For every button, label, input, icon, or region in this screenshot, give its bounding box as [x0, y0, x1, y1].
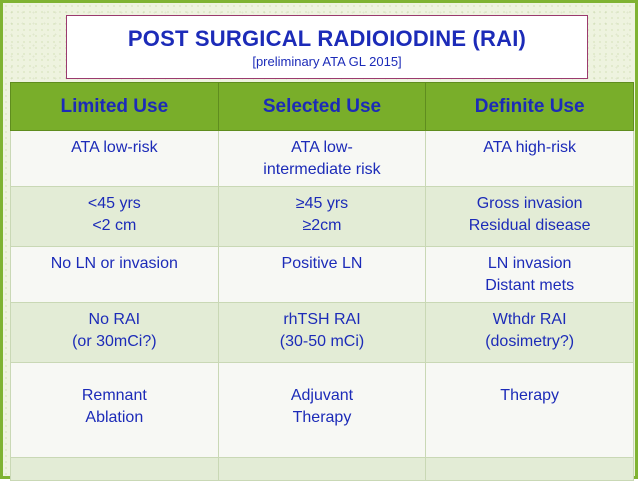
cell-line: Remnant	[81, 387, 147, 404]
header-definite-use: Definite Use	[426, 83, 634, 131]
table-cell	[426, 187, 634, 247]
table-cell	[218, 303, 426, 363]
table-cell	[218, 187, 426, 247]
cell-line: Residual disease	[468, 217, 591, 234]
table-cell-empty	[11, 458, 219, 481]
table-cell	[11, 131, 219, 187]
table-cell	[11, 187, 219, 247]
cell-line: Adjuvant	[290, 387, 354, 404]
table-row	[11, 363, 634, 458]
cell-line: Wthdr RAI	[492, 311, 567, 328]
table-header-row	[11, 83, 634, 131]
page-title: POST SURGICAL RADIOIODINE (RAI)	[127, 26, 527, 51]
cell-line: ≥2cm	[302, 217, 342, 234]
table-cell	[218, 363, 426, 458]
table-cell	[11, 303, 219, 363]
title-box	[66, 15, 588, 79]
cell-line: <2 cm	[92, 217, 137, 234]
table-row	[11, 247, 634, 303]
cell-line: Distant mets	[485, 277, 575, 294]
cell-line: Positive LN	[281, 255, 363, 272]
cell-line: <45 yrs	[87, 195, 141, 212]
table-cell	[426, 131, 634, 187]
cell-line: (30-50 mCi)	[279, 333, 365, 350]
cell-line: Therapy	[500, 387, 559, 404]
table-cell	[218, 247, 426, 303]
page-subtitle: [preliminary ATA GL 2015]	[252, 54, 402, 69]
table-cell	[426, 303, 634, 363]
table-row	[11, 303, 634, 363]
table-cell-empty	[218, 458, 426, 481]
table-row-empty	[11, 458, 634, 481]
table-row	[11, 131, 634, 187]
cell-line: ATA high-risk	[483, 139, 577, 156]
rai-use-table	[10, 82, 634, 481]
cell-line: Ablation	[85, 409, 144, 426]
cell-line: No LN or invasion	[50, 255, 178, 272]
cell-line: rhTSH RAI	[283, 311, 361, 328]
table-cell	[218, 131, 426, 187]
cell-line: LN invasion	[487, 255, 572, 272]
cell-line: (or 30mCi?)	[72, 333, 157, 350]
header-limited-use: Limited Use	[11, 83, 219, 131]
table-cell	[11, 363, 219, 458]
table-cell-empty	[426, 458, 634, 481]
table-cell	[11, 247, 219, 303]
table-row	[11, 187, 634, 247]
cell-line: intermediate risk	[263, 161, 381, 178]
cell-line: (dosimetry?)	[485, 333, 575, 350]
table-cell	[426, 247, 634, 303]
cell-line: ATA low-	[291, 139, 353, 156]
cell-line: ≥45 yrs	[295, 195, 349, 212]
cell-line: Therapy	[292, 409, 352, 426]
header-selected-use: Selected Use	[218, 83, 426, 131]
cell-line: No RAI	[88, 311, 141, 328]
table-cell	[426, 363, 634, 458]
cell-line: Gross invasion	[476, 195, 583, 212]
cell-line: ATA low-risk	[71, 139, 158, 156]
